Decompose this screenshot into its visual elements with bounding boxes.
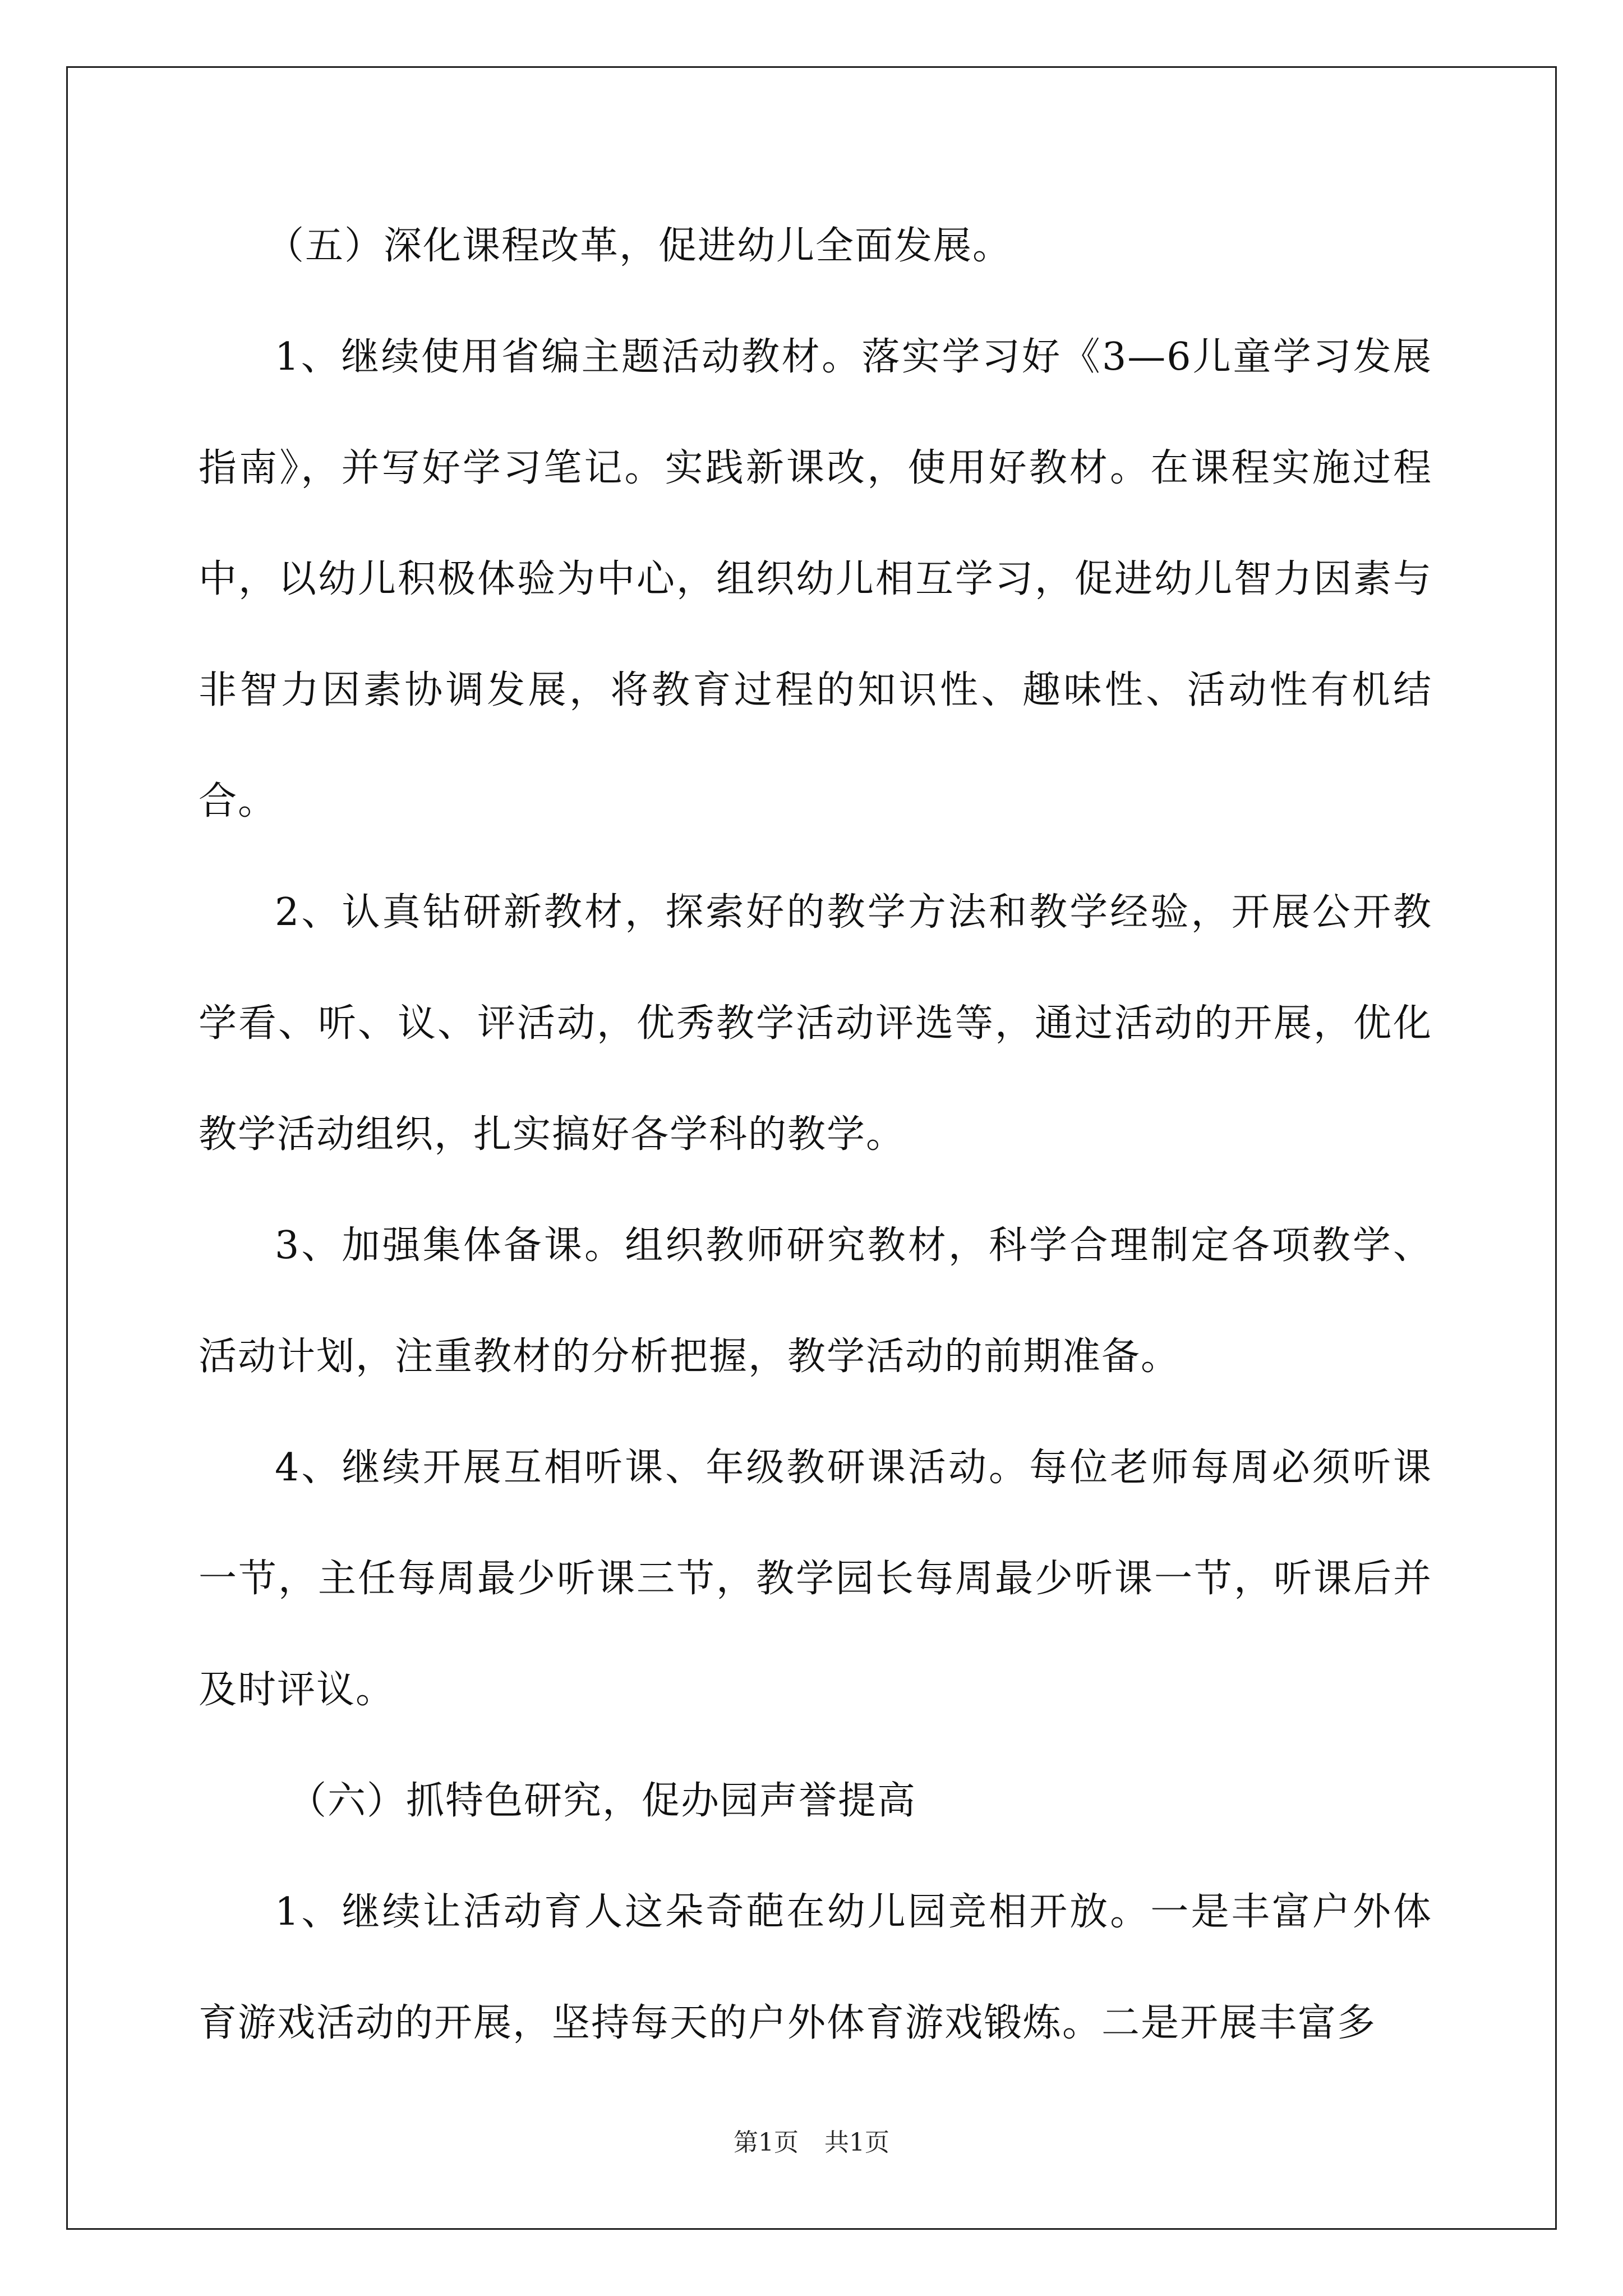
paragraph-item-1: 1、继续使用省编主题活动教材。落实学习好《3—6儿童学习发展指南》，并写好学习笔记。实践新课改，使用好教材。在课程实施过程中，以幼儿积极体验为中心，组织幼儿相互学习，促进幼儿智力因素与非智力因素协调发展，将教育过程的知识性、趣味性、活动性有机结合。 [199,335,1432,823]
page-total: 共1页 [824,2128,889,2157]
section-heading-six: （六）抓特色研究，促办园声誉提高 [288,1779,917,1823]
paragraph-item-4: 4、继续开展互相听课、年级教研课活动。每位老师每周必须听课一节，主任每周最少听课三节，教学园长每周最少听课一节，听课后并及时评议。 [199,1446,1432,1712]
paragraph-item-3: 3、加强集体备课。组织教师研究教材，科学合理制定各项教学、活动计划，注重教材的分析把握，教学活动的前期准备。 [199,1223,1432,1379]
section-heading-five: （五）深化课程改革，促进幼儿全面发展。 [266,224,1012,268]
paragraph-item-2: 2、认真钻研新教材，探索好的教学方法和教学经验，开展公开教学看、听、议、评活动，优秀教学活动评选等，通过活动的开展，优化教学活动组织，扎实搞好各学科的教学。 [199,890,1432,1157]
page-number: 第1页 [734,2128,799,2157]
page-footer [0,2126,1623,2160]
paragraph-item-6-1: 1、继续让活动育人这朵奇葩在幼儿园竞相开放。一是丰富户外体育游戏活动的开展，坚持每天的户外体育游戏锻炼。二是开展丰富多 [199,1890,1432,2045]
document-body [199,191,1432,2079]
